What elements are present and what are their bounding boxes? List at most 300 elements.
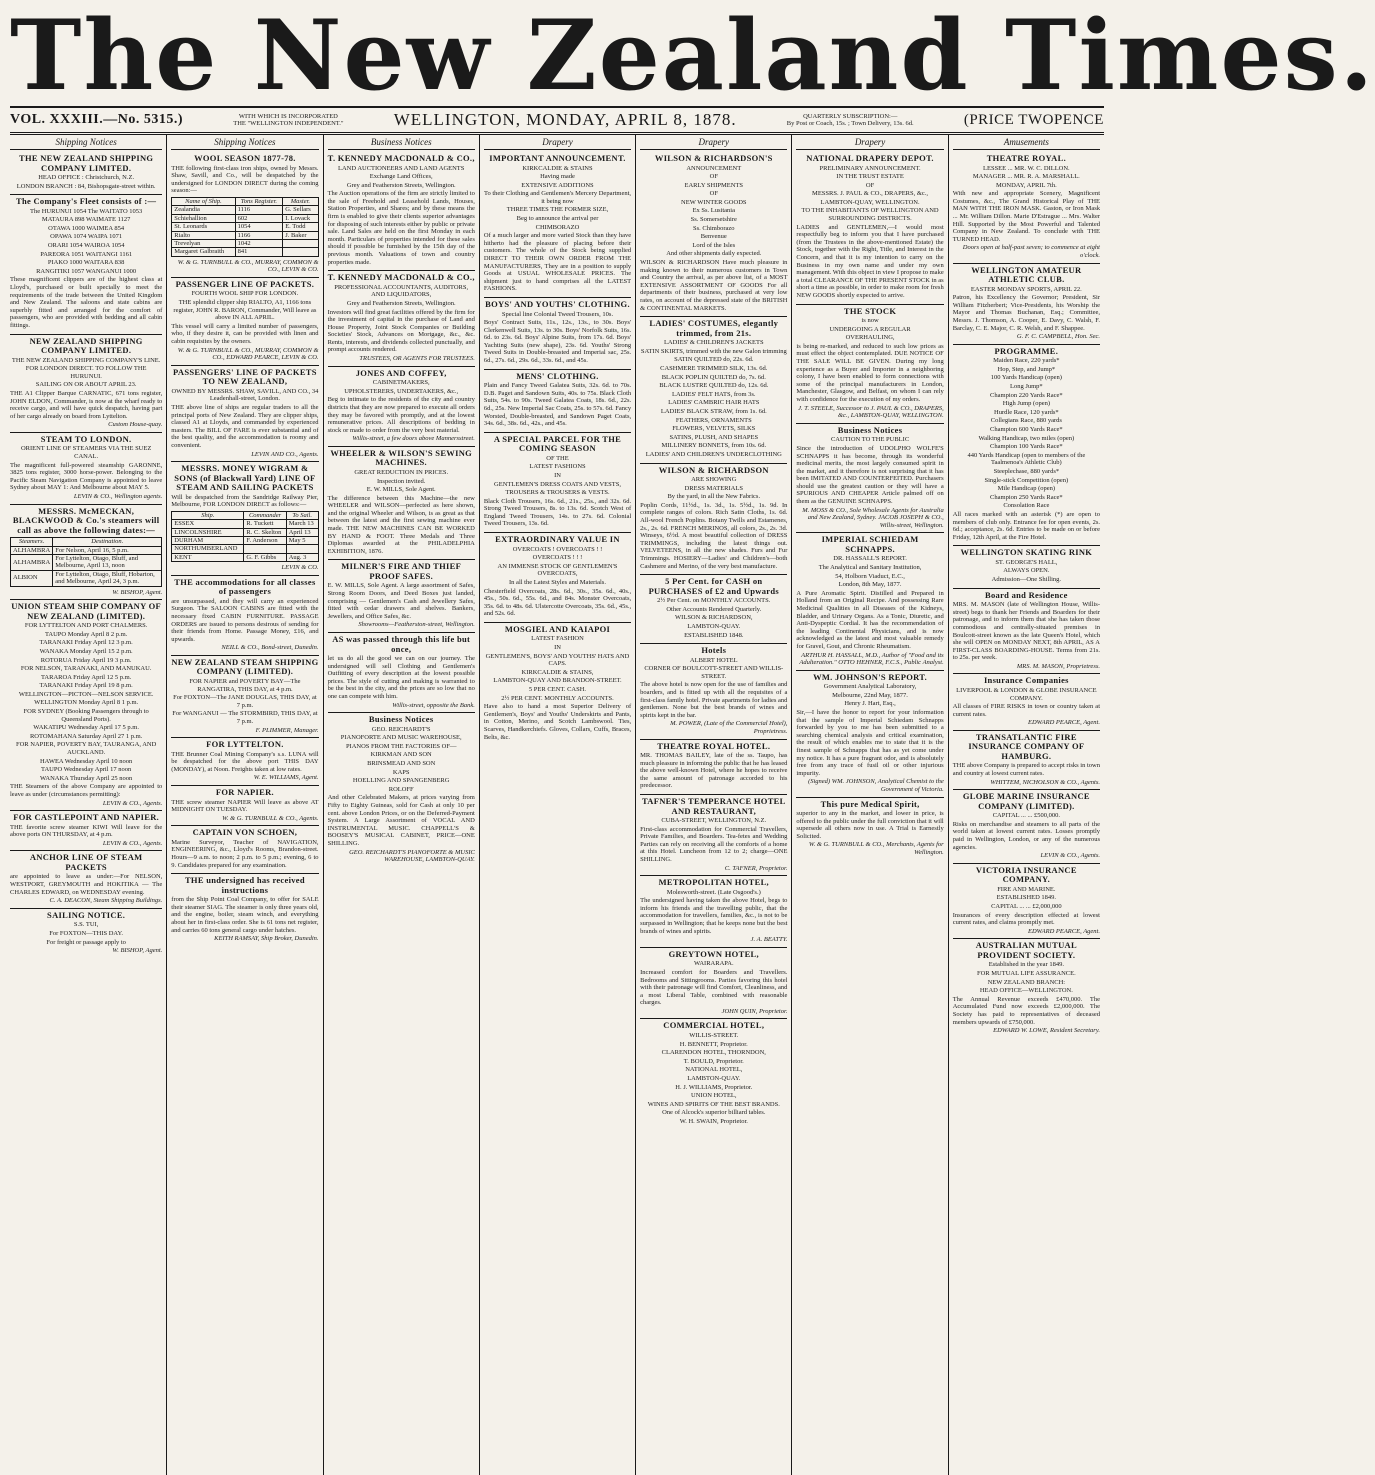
advertisement-body: superior to any in the market, and lower in price, is offered to the public under the full conviction that it will supersede all others now in use. A Trial is Earnestly Solicited. [796, 810, 944, 840]
advertisement [171, 656, 318, 738]
advertisement-line: FOR LYTTELTON AND PORT CHALMERS. [24, 622, 148, 630]
advertisement-body: are unsurpassed, and they will carry an experienced Surgeon. The SALOON CABINS are fitted with the necessary fixed CABIN FURNITURE. PASSAGE ORDERS are issued to persons desirous of sending for their friends from Home. Passage Money, £16, and upwards. [171, 597, 319, 643]
table-cell: KENT [172, 553, 244, 561]
advertisement-line: 5 PER CENT. CASH. [528, 685, 587, 693]
table-cell: G. F. Gibbs [244, 553, 286, 561]
advertisement-signature: Custom House-quay. [108, 421, 163, 429]
advertisement-line: Special line Colonial Tweed Trousers, 10s. [501, 310, 614, 318]
advertisement-title: WELLINGTON SKATING RINK [960, 547, 1093, 558]
advertisement-line: The Analytical and Sanitary Institution, [818, 564, 922, 572]
table-cell: ALHAMBRA [11, 546, 53, 554]
advertisement-signature: Doors open at half-past seven; to commence at eight o'clock. [962, 244, 1100, 260]
advertisement-line: Long Jump* [1010, 383, 1043, 391]
advertisement-line: For WANGANUI — The STORMBIRD, THIS DAY, at 7 p.m. [172, 710, 318, 725]
advertisement-title: MESSRS. MONEY WIGRAM & SONS (of Blackwall Yard) LINE OF STEAM AND SAILING PACKETS [174, 463, 316, 493]
advertisement-body: The undersigned having taken the above Hotel, begs to inform his friends and the travelling public, that the accommodation for travellers, families, &c., is not to be surpassed in Wellington; that he keeps none but the best brands of wines and spirits. [640, 897, 788, 935]
advertisement-signature: J. A. BEATTY. [750, 936, 788, 944]
advertisement [10, 335, 162, 433]
advertisement-line: Ss. Chimborazo [693, 224, 735, 232]
advertisement-line: DR. HASSALL'S REPORT. [833, 555, 907, 563]
advertisement-line: Champion 100 Yards Race* [990, 443, 1063, 451]
advertisement-title: Business Notices [368, 714, 434, 725]
advertisement-title: FOR CASTLEPOINT AND NAPIER. [13, 812, 160, 823]
table-row [172, 528, 318, 536]
advertisement [328, 633, 475, 713]
advertisement-line: Champion 250 Yards Race* [990, 493, 1063, 501]
column-7 [948, 135, 1104, 1475]
advertisement-line: WELLINGTON Monday April 8 1 p.m. [34, 699, 139, 707]
advertisement-title: THE STOCK [843, 305, 897, 316]
column-4 [479, 135, 635, 1475]
advertisement-body: The magnificent full-powered steamship GARONNE, 3825 tons register, 3000 horse-power. Belonging to the Pacific Steam Navigation Company is appointed to leave Sydney about MAY 1: And Melbourne about MAY 5. [10, 461, 163, 492]
advertisement-line: UNDERGOING A REGULAR [829, 325, 911, 333]
advertisement-line: Admission—One Shilling. [991, 576, 1062, 584]
subscription-line-1: QUARTERLY SUBSCRIPTION:— [803, 113, 898, 120]
table-cell: Schiehallion [172, 214, 235, 222]
advertisement-line: THE splendid clipper ship RIALTO, A1, 1166 tons register, JOHN R. BARON, Commander, Will leave as above IN ALL APRIL. [173, 299, 317, 322]
advertisement [171, 786, 318, 826]
advertisement-line: ST. GEORGE'S HALL, [995, 558, 1058, 566]
dateline-rule [10, 132, 1104, 133]
advertisement [953, 790, 1100, 864]
advertisement-line: WAIRARAPA. [693, 960, 734, 968]
table-header: Tons Register. [235, 197, 283, 205]
advertisement [328, 271, 475, 366]
advertisement-line: EARLY SHIPMENTS [684, 181, 744, 189]
advertisement [171, 576, 318, 656]
advertisement-line: FOR NAPIER and POVERTY BAY—The RANGATIRA, THIS DAY, at 4 p.m. [189, 677, 301, 693]
advertisement-line: IN [554, 471, 561, 479]
advertisement-line: WILSON & RICHARDSON, [675, 614, 753, 622]
advertisement [10, 811, 162, 851]
advertisement-line: PROFESSIONAL ACCOUNTANTS, AUDITORS, AND LIQUIDATORS, [334, 283, 469, 299]
advertisement [953, 674, 1100, 730]
advertisement-title: THE NEW ZEALAND SHIPPING COMPANY LIMITED. [18, 153, 154, 173]
advertisement-line: FIRE AND MARINE. [997, 885, 1056, 893]
advertisement-body: Marine Surveyor, Teacher of NAVIGATION, ENGINEERING, &c., Lloyd's Rooms, Brandon-street. Hours—9 a.m. to noon; 2 p.m. to 5 p.m.; evening, 6 to 9. Candidates prepared for any examination. [171, 838, 319, 869]
advertisement-signature: LEVIN & CO. [281, 564, 319, 572]
advertisement-line: CAPITAL ... ... £500,000. [992, 812, 1060, 820]
advertisement-line: LIVERPOOL & LONDON & GLOBE INSURANCE COMPANY. [956, 686, 1097, 702]
advertisement-line: Grey and Featherston Streets, Wellington. [346, 181, 456, 189]
advertisement-body: THE above Company is prepared to accept risks in town and country at lowest current rates. [952, 762, 1100, 778]
advertisement-line: Walking Handicap, two miles (open) [978, 434, 1075, 442]
advertisement-title: SAILING NOTICE. [47, 909, 126, 920]
advertisement [640, 317, 787, 463]
advertisement-line: CHIMBORAZO [535, 223, 580, 231]
column-heading: Business Notices [328, 135, 475, 150]
advertisement-line: MATAURA 898 WAIMATE 1127 [41, 216, 131, 224]
advertisement-line: Hurdle Race, 120 yards* [994, 408, 1059, 416]
advertisement-line: ROLOFF [388, 785, 414, 793]
advertisement-signature: LEVIN AND CO., Agents. [251, 450, 319, 458]
advertisement-title: NATIONAL DRAPERY DEPOT. [806, 153, 934, 163]
advertisement-title: THEATRE ROYAL. [986, 153, 1066, 163]
advertisement [796, 671, 943, 798]
advertisement-signature: EDWARD W. LOWE, Resident Secretary. [993, 1027, 1100, 1035]
advertisement-title: T. KENNEDY MACDONALD & CO., [327, 272, 475, 283]
advertisement-line: 100 Yards Handicap (open) [990, 374, 1062, 382]
advertisement-title: WILSON & RICHARDSON'S [654, 153, 773, 163]
advertisement-body: Have also to hand a most Superior Delivery of Gentlemen's, Boys' and Youths' Underskirts and Pants, in Cotton, Merino, and Scotch Lambswool. Ties, Scarves, Handkerchiefs. Gloves, Collars, Cuffs, Braces, Belts, &c. [483, 703, 632, 741]
advertisement-line: And other shipments daily expected. [666, 250, 762, 258]
advertisement-line: GREAT REDUCTION IN PRICES. [354, 468, 449, 476]
advertisement-line: MANAGER ... MR. R. A. MARSHALL. [972, 173, 1080, 181]
advertisement-line: GENTLEMEN'S DRESS COATS AND VESTS, [494, 480, 621, 488]
advertisement-line: THE NEW ZEALAND SHIPPING COMPANY'S LINE. [11, 356, 161, 364]
advertisement-body: from the Ship Point Coal Company, to offer for SALE their steamer SIAG. The steamer is only three years old, and the engine, boiler, steam winch, and everything about her in first-class order. She is 61 tons net register, and carries 60 tons general cargo under hatches. [171, 896, 319, 934]
advertisement [171, 366, 318, 462]
table-row [11, 546, 162, 554]
advertisement-body: And other Celebrated Makers, at prices varying from Fifty to Eighty Guineas, sold for Cash at only 10 per cent. above London Prices, or on the Deferred-Payment System. A Large Assortment of VOCAL AND INSTRUMENTAL MUSIC. CHAPPELL'S & BOOSEY'S MUSICAL CABINET, PRICE—ONE SHILLING. [327, 794, 475, 847]
advertisement-line: NEW ZEALAND BRANCH: [987, 978, 1066, 986]
advertisement-title: ANCHOR LINE OF STEAM PACKETS [29, 852, 143, 872]
advertisement-title: TRANSATLANTIC FIRE INSURANCE COMPANY OF HAMBURG. [968, 731, 1085, 761]
advertisement-line: W. H. SWAIN, Proprietor. [679, 1117, 748, 1125]
advertisement-title: THE undersigned has received instructions [184, 875, 305, 895]
table-cell: 1116 [235, 206, 283, 214]
advertisement-line: Ss. Somersetshire [690, 216, 737, 224]
advertisement-signature: LEVIN & CO., Agents. [102, 839, 163, 847]
advertisement-title: Business Notices [837, 424, 903, 435]
advertisement [640, 464, 787, 576]
advertisement-signature: W. & G. TURNBULL & CO., Merchants, Agents for Wellington. [808, 841, 944, 857]
advertisement-line: TO THE INHABITANTS OF WELLINGTON AND SURROUNDING DISTRICTS. [801, 207, 939, 223]
advertisement-signature: W. & G. TURNBULL & CO., Agents. [222, 814, 319, 822]
table-cell: NORTHUMBERLAND [172, 545, 244, 553]
table-header: Steamers. [11, 538, 53, 546]
table-row [172, 206, 318, 214]
advertisement-body: let us do all the good we can on our journey. The undersigned will sell Clothing and Gentlemen's Outfitting of every description at the lowest possible prices. The style of cutting and making is warranted to be the best in the city, and the prices are so low that no one can compete with him. [327, 655, 475, 700]
advertisement [484, 152, 631, 298]
advertisement-line: TARANAKI Friday April 19 8 p.m. [39, 682, 133, 690]
table-row [172, 248, 318, 256]
advertisement [10, 600, 162, 811]
advertisement-title: WELLINGTON AMATEUR ATHLETIC CLUB. [971, 264, 1082, 285]
advertisement-line: TROUSERS & TROUSERS & VESTS. [505, 489, 610, 497]
advertisement-signature: TRUSTEES, OR AGENTS FOR TRUSTEES. [359, 355, 475, 363]
advertisement [171, 462, 318, 576]
advertisement [640, 948, 787, 1020]
advertisement [171, 278, 318, 366]
table-cell: Rialto [172, 231, 235, 239]
advertisement-title: T. KENNEDY MACDONALD & CO., [327, 153, 475, 163]
advertisement-title: WM. JOHNSON'S REPORT. [813, 671, 928, 682]
table-cell: For Lyttelton, Otago, Bluff, and Melbourne, April 13, noon [53, 554, 162, 570]
advertisement-body: A Pure Aromatic Spirit. Distilled and Prepared in Holland from an Original Recipe. And possessing Rare Medicinal Qualities in all Diseases of the Kidneys, Bladder, and Urinary Organs. As a Tonic, Diuretic, and Anti-Dyspeptic Cordial. It has the recommendation of the leading Continental Physicians, and is now acknowledged as the latest and most valuable remedy for Gravel, Gout, and Chronic Rheumatism. [796, 589, 944, 650]
advertisement-signature: EDWARD PEARCE, Agent. [1028, 927, 1100, 935]
advertisement-title: PASSENGERS' LINE OF PACKETS TO NEW ZEALAND, [173, 366, 317, 387]
advertisement-title: GREYTOWN HOTEL, [668, 948, 759, 959]
advertisement-signature: M. POWER, (Late of the Commercial Hotel), Proprietress. [670, 720, 788, 735]
advertisement-title: CAPTAIN VON SCHOEN, [192, 827, 298, 838]
advertisement-line: EASTER MONDAY SPORTS, APRIL 22. [970, 285, 1082, 293]
table-cell: April 13 [286, 528, 318, 536]
advertisement [328, 367, 475, 447]
advertisement-title: VICTORIA INSURANCE COMPANY. [975, 864, 1077, 885]
advertisement-signature: ARTHUR H. HASSALL, M.D., Author of "Food and its Adulteration." OTTO HEHNER, F.C.S., Public Analyst. [799, 651, 944, 667]
advertisement-title: METROPOLITAN HOTEL, [658, 877, 769, 888]
advertisement-line: MILLINERY BONNETS, from 10s. 6d. [661, 442, 767, 450]
advertisement-line: BRINSMEAD AND SON [367, 760, 436, 768]
table-cell [283, 239, 318, 247]
advertisement-line: FEATHERS, ORNAMENTS [675, 416, 752, 424]
advertisement-line: H. BENNETT, Proprietor. [679, 1040, 748, 1048]
advertisement [796, 798, 943, 860]
subscription-line-2: By Post or Coach, 15s. ; Town Delivery, 13s. 6d. [786, 120, 914, 127]
column-heading: Shipping Notices [10, 135, 162, 150]
advertisement-line: OTAWA 1000 WAIMEA 854 [48, 224, 125, 232]
columns-grid [10, 134, 1104, 1475]
advertisement-signature: W. E. WILLIAMS, Agent. [253, 774, 319, 782]
advertisement-title: IMPERIAL SCHIEDAM SCHNAPPS. [821, 534, 919, 554]
advertisement-line: Champion 600 Yards Race* [990, 426, 1063, 434]
column-heading: Drapery [640, 135, 787, 150]
advertisement-title: STEAM TO LONDON. [40, 433, 132, 444]
advertisement-line: HEAD OFFICE—WELLINGTON. [979, 987, 1073, 995]
advertisement-line: CAPITAL ... ... £2,000,000 [991, 902, 1062, 910]
advertisement-title: LADIES' COSTUMES, elegantly trimmed, from 21s. [649, 318, 779, 338]
advertisement-line: ALBERT HOTEL [689, 656, 738, 664]
column-heading: Drapery [796, 135, 943, 150]
table-cell: R. Tuckett [244, 520, 286, 528]
table-cell: E. Todd [283, 223, 318, 231]
advertisement-title: PROGRAMME. [994, 345, 1059, 356]
advertisement-title: MILNER'S FIRE AND THIEF PROOF SAFES. [341, 561, 462, 581]
advertisement [640, 795, 787, 876]
advertisement-title: MOSGIEL AND KAIAPOI [504, 623, 611, 634]
advertisement-line: High Jump (open) [1002, 400, 1050, 408]
advertisement-line: In all the Latest Styles and Materials. [509, 578, 606, 586]
advertisement [640, 1019, 787, 1129]
advertisement-body: WILSON & RICHARDSON Have much pleasure in making known to their numerous customers in Town and Country the arrival, as per above list, of a MOST EXTENSIVE ASSORTMENT OF GOODS For all departments of their business, purchased at very low rates, on account of the depressed state of the BRITISH & CONTINENTAL MARKETS. [640, 259, 788, 312]
advertisement-body: Patron, his Excellency the Governor; President, Sir William Fitzherbert; Vice-Presidents, his Worship the Mayor and Thomas Buchanan, Esq.; Committee, Messrs. J. Thomson, A. Cooper, E. Davy, C. Walsh, F. Barclay, C. E. Major, C. R. Welsh, and F. Shappee. [952, 294, 1100, 332]
advertisement-line: OVERHAULING, [845, 334, 895, 342]
advertisement [796, 152, 943, 305]
advertisement-title: MENS' CLOTHING. [516, 370, 599, 381]
advertisement-line: LAMBTON-QUAY. [687, 622, 741, 630]
advertisement-line: OF THE [546, 454, 569, 462]
advertisement-title: NEW ZEALAND STEAM SHIPPING COMPANY (LIMITED). [171, 656, 319, 677]
table-cell [286, 545, 318, 553]
advertisement-title: A SPECIAL PARCEL FOR THE COMING SEASON [493, 433, 622, 454]
advertisement-body: Will be despatched from the Sandridge Railway Pier, Melbourne, FOR LONDON DIRECT as follows:— [171, 493, 319, 509]
advertisement-title: MESSRS. McMECKAN, BLACKWOOD & Co.'s steamers will call as above the following dates:— [12, 505, 160, 535]
advertisement-body: These magnificent clippers are of the highest class at Lloyd's, purchased or built specially to meet the requirements of the trade between the United Kingdom and New Zealand. The saloons and state cabins are superbly fitted and arranged for the comfort of passengers, who are provided with bedding and all cabin fittings. [10, 276, 163, 329]
advertisement-line: WELLINGTON—PICTON—NELSON SERVICE. [18, 690, 154, 698]
advertisement-title: GLOBE MARINE INSURANCE COMPANY (LIMITED). [962, 791, 1090, 811]
advertisement [328, 152, 475, 271]
advertisement-line: Single-stick Competition (open) [984, 476, 1069, 484]
advertisement-line: HAWEA Wednesday April 10 noon [39, 757, 133, 765]
table-row [172, 223, 318, 231]
advertisement-title: FOR NAPIER. [215, 787, 274, 797]
table-cell: March 13 [286, 520, 318, 528]
advertisement-signature: GEO. REICHARDT'S PIANOFORTE & MUSIC WAREHOUSE, LAMBTON-QUAY. [349, 848, 475, 864]
advertisement-line: WANAKA Monday April 15 2 p.m. [39, 647, 133, 655]
advertisement-line: For freight or passage apply to [46, 938, 126, 946]
table-cell: 841 [235, 248, 283, 256]
advertisement-title: NEW ZEALAND SHIPPING COMPANY LIMITED. [29, 335, 143, 356]
advertisement-line: OF [709, 190, 718, 198]
advertisement-body: Beg to intimate to the residents of the city and country districts that they are now prepared to execute all orders they may be favored with promptly, and at the lowest remunerative prices. All descriptions of bedding in stock or made to order from the very best material. [327, 396, 475, 434]
advertisement-line: LADIES' FELT HATS, from 3s. [672, 390, 756, 398]
advertisement-line: Inspection invited. [377, 477, 426, 485]
advertisement-line: ESTABLISHED 1848. [684, 631, 744, 639]
advertisement-line: TARANAKI Friday April 12 3 p.m. [39, 639, 133, 647]
city-date: WELLINGTON, MONDAY, APRIL 8, 1878. [393, 110, 737, 129]
advertisement-line: ROTORUA Friday April 19 3 p.m. [40, 656, 132, 664]
advertisement-line: SAILING ON OR ABOUT APRIL 23. [35, 381, 137, 389]
advertisement-line: Other Accounts Rendered Quarterly. [666, 605, 762, 613]
advertisement-line: PIAKO 1000 WAITARA 838 [47, 259, 125, 267]
advertisement-title: THEATRE ROYAL HOTEL. [657, 740, 771, 751]
advertisement-body: E. W. MILLS, Sole Agent. A large assortment of Safes, Strong Room Doors, and Deed Boxes just landed, comprising — Gentlemen's Cash and Jewellery Safes, fitted with cedar drawers and shelves. Bankers, Jewellers, and Office Safes, &c. [327, 582, 475, 620]
advertisement-line: LAMBTON-QUAY, WELLINGTON. [820, 198, 920, 206]
advertisement-line: Molesworth-street. (Late Osgood's.) [666, 888, 761, 896]
advertisement-line: Established in the year 1849. [988, 961, 1064, 969]
table-cell: 602 [235, 214, 283, 222]
advertisement-line: Champion 220 Yards Race* [990, 391, 1063, 399]
table-row [172, 239, 318, 247]
advertisement-line: T. BOULD, Proprietor. [683, 1057, 744, 1065]
advertisement-line: KIRKCALDIE & STAINS [522, 164, 593, 172]
advertisement-line: LADIES' AND CHILDREN'S UNDERCLOTHING [645, 450, 782, 458]
advertisement-line: UPHOLSTERERS, UNDERTAKERS, &c., [344, 387, 459, 395]
advertisement-signature: NEILL & CO., Bond-street, Dunedin. [221, 644, 319, 652]
advertisement-line: FOR SYDNEY (Booking Passengers through to Queensland Ports). [23, 708, 149, 723]
advertisement-line: LATEST FASHIONS [529, 463, 586, 471]
advertisement-line: SATIN QUILTED do, 22s. 6d. [674, 356, 754, 364]
advertisement-line: ESTABLISHED 1849. [996, 894, 1057, 902]
advertisement-table [171, 511, 318, 562]
advertisement [10, 433, 162, 505]
table-cell: For Lyttelton, Otago, Bluff, Hobarton, and Melbourne, April 24, 3 p.m. [53, 570, 162, 586]
advertisement-line: FLOWERS, VELVETS, SILKS [672, 425, 756, 433]
advertisement-title: BOYS' AND YOUTHS' CLOTHING. [485, 299, 630, 309]
advertisement [953, 264, 1100, 345]
advertisement-line: PAREORA 1051 WAITANGI 1161 [40, 250, 133, 258]
advertisement-signature: Willis-street, opposite the Bank. [392, 701, 475, 709]
volume-number: VOL. XXXIII.—No. 5315.) [10, 112, 184, 127]
advertisement-body: MR. THOMAS BAILEY, late of the ss. Taupo, has much pleasure in informing the public that he has leased the above well-known Hotel, where he hopes to receive the same amount of patronage accorded to his predecessor. [640, 752, 788, 790]
advertisement-line: GENTLEMEN'S, BOYS' AND YOUTHS' HATS AND CAPS. [485, 652, 630, 668]
advertisement-signature: Showrooms—Featherston-street, Wellington. [358, 621, 475, 629]
advertisement [953, 731, 1100, 790]
advertisement-body: Increased comfort for Boarders and Travellers. Bedrooms and Sittingrooms. Parties favoring this hotel with their patronage will find Comfort, Cleanliness, and a most Liberal Table, combined with reasonable charges. [640, 968, 788, 1007]
advertisement-table [10, 537, 162, 586]
advertisement [953, 152, 1100, 264]
advertisement-line: 440 Yards Handicap (open to members of the Taalmenoa's Athletic Club) [967, 451, 1086, 467]
advertisement-title: FOR LYTTELTON. [206, 739, 284, 750]
advertisement-line: CABINETMAKERS, [372, 379, 430, 387]
advertisement-line: MONDAY, APRIL 7th. [995, 181, 1057, 189]
advertisement [171, 874, 318, 946]
advertisement-line: Hop, Step, and Jump* [997, 365, 1056, 373]
advertisement-body: Boys' Contract Suits, 11s., 12s., 13s., to 30s. Boys' Clerkenwell Suits, 13s. to 30s. Boys' Norfolk Suits, 16s. 6d. to 23s. 6d. Boys' Alpine Suits, from 17s. 6d. Boys' Yachting Suits (new shape), 23s. 6d. Youths' Strong Tweed Suits in Double-breasted and Imperial sac, 25s. 6d., 27s. 6d., 29s. 6d., 33s. 6d., and 45s. [483, 319, 632, 365]
advertisement-body: Since the introduction of UDOLPHO WOLFE'S SCHNAPPS it has become, through its wonderful medicinal merits, the most largely consumed spirit in the market, and it therefore is not surprising that it has been IMITATED AND COUNTERFEITED. Purchasers should use the greatest caution or they will have a SPURIOUS AND CHEAPER Article palmed off on them as the GENUINE SCHNAPPS. [796, 444, 944, 506]
advertisement [640, 644, 787, 739]
advertisement-body: THE above line of ships are regular traders to all the principal ports of New Zealand. They are clipper ships, classed A1 at Lloyds, and commanded by experienced masters. The BILL OF FARE is ever substantial and of the best quality, and the accommodation is roomy and convenient. [171, 403, 319, 449]
advertisement-line: London, 8th May, 1877. [838, 581, 902, 589]
advertisement-line: LAMBTON-QUAY. [687, 1074, 741, 1082]
advertisement-body: Sir,—I have the honor to report for your information that the sample of Imperial Schiedam Schnapps forwarded by you to me has been submitted to a searching chemical analysis and critical examination, the result of which enables me to state that it is the finest sample of Schnapps that has as yet come under my notice. It has a pure fragrant odor, and is absolutely free from any trace of fusil oil or other injurious impurity. [796, 709, 944, 777]
advertisement-line: ANNOUNCEMENT [686, 164, 742, 172]
advertisement-title: TAFNER'S TEMPERANCE HOTEL AND RESTAURANT, [641, 796, 786, 816]
column-5 [635, 135, 791, 1475]
advertisement-line: Steeplechase, 880 yards* [993, 468, 1060, 475]
advertisement-body: Poplin Cords, 11½d., 1s. 3d., 1s. 5½d., 1s. 9d. In complete ranges of colors. Rich Satin Cloths, 1s. 6d. All-wool French Poplins. Botany Twills and Estamenes, 2s., 2s. 6d. FRENCH MERINOS, all colors, 2s., 2s. 3d. Winseys, 6½d. A most beautiful collection of DRESS TRIMMINGS, including the latest things out. VELVETEENS, in all the new shades. Furs and Fur Trimmings. HOSIERY—Ladies' and Children's—both Cashmere and Merino, of the very best manufacture. [640, 501, 788, 570]
advertisement-signature: M. MOSS & CO., Sole Wholesale Agents for Australia and New Zealand, Sydney. JACOB JOSEPH & CO., Willis-street, Wellington. [802, 506, 944, 529]
advertisement-line: LADIES' CAMBRIC HAIR HATS [668, 399, 760, 407]
advertisement-title: AUSTRALIAN MUTUAL PROVIDENT SOCIETY. [975, 940, 1077, 960]
incorporated-line-2: THE "WELLINGTON INDEPENDENT." [233, 120, 344, 127]
advertisement-line: For FOXTON—THIS DAY. [49, 929, 124, 937]
advertisement-line: E. W. MILLS, Sole Agent. [366, 486, 436, 494]
advertisement-body: THE following first-class iron ships, owned by Messrs. Shaw, Savill, and Co., will be despatched by the undersigned for LONDON DIRECT during the coming season:— [171, 164, 319, 195]
table-row [172, 545, 318, 553]
table-row [11, 570, 162, 586]
advertisement-line: SATINS, PLUSH, AND SHAPES [669, 433, 759, 441]
advertisement-body: The Auction operations of the firm are strictly limited to the sale of Freehold and Leasehold Lands, Houses, Station Properties, and Shares; and by these means the firm is enabled to give their clients superior advantages for disposing of such interests either by public or private sale. Land Sales are held on the first Monday in each month. Particulars of properties intended for these sales should if possible be furnished by the 15th day of the previous month. Valuations of town and country properties made. [327, 190, 475, 266]
advertisement-line: is now [861, 317, 879, 325]
advertisement-line: Henry J. Hart, Esq., [844, 700, 896, 708]
advertisement-body: THE A1 Clipper Barque CARNATIC, 671 tons register, JOHN ELDON, Commander, is now at the wharf ready to receive cargo, and will have quick despatch, having part of her cargo already on board from Lyttelton. [10, 389, 163, 420]
advertisement-title: PASSENGER LINE OF PACKETS. [175, 278, 315, 289]
advertisement-body: Risks on merchandise and steamers to all parts of the world taken at lowest current rates. Losses promptly paid in Wellington, London, or any of the numerous agencies. [952, 820, 1100, 851]
advertisement-signature: Willis-street, a few doors above Mannersstreet. [352, 435, 475, 443]
table-cell: Zealandia [172, 206, 235, 214]
advertisement-line: NEW WINTER GOODS [681, 198, 747, 206]
incorporated-line-1: WITH WHICH IS INCORPORATED [238, 113, 338, 120]
advertisement-line: THREE TIMES THE FORMER SIZE, [506, 206, 609, 214]
masthead-title: The New Zealand Times. [10, 0, 1375, 112]
advertisement-line: Exchange Land Offices, [369, 173, 433, 181]
column-1 [10, 135, 166, 1475]
table-header: Destination. [53, 538, 162, 546]
table-cell: ESSEX [172, 520, 244, 528]
price: (PRICE TWOPENCE [963, 111, 1104, 128]
table-header: Ship. [172, 511, 244, 519]
advertisement-body: MRS. M. MASON (late of Wellington House, Willis-street) begs to thank her Friends and Boarders for their patronage, and to inform them that she has taken those commodious and centrally-situated premises in Boulcott-street known as the late Queen's Hotel, which she will OPEN on MONDAY NEXT, 8th APRIL, AS A FIRST-CLASS BOARDING-HOUSE. Terms from 21s. to 25s. per week. [952, 601, 1100, 662]
advertisement [640, 152, 787, 317]
advertisement-body: LADIES and GENTLEMEN,—I would most respectfully beg to inform you that I have purchased (from the Trustees in the above-mentioned Estate) the Stock, together with the Right, Title, and Interest in the Concern, and that it is my intention to carry on the Business in my own name and under my own management. With this object in view I propose to make a total CLEARANCE OF THE PRESENT STOCK in as short a time as possible, in order to make room for fresh NEW GOODS shortly expected to arrive. [796, 223, 944, 299]
table-cell: F. Anderson [244, 537, 286, 545]
advertisement-line: CAUTION TO THE PUBLIC [830, 436, 910, 444]
advertisement-line: KAPS [392, 768, 410, 776]
advertisement-signature: J. T. STEELE, Successor to J. PAUL & CO., DRAPERS, &c., LAMBTON-QUAY, WELLINGTON. [798, 404, 944, 420]
advertisement [171, 152, 318, 278]
advertisement [171, 738, 318, 786]
table-cell [283, 248, 318, 256]
incorporated-note [233, 113, 343, 127]
advertisement-line: OF [709, 173, 718, 181]
advertisement-signature: W. BISHOP, Agent. [112, 588, 163, 596]
advertisement-line: OF [865, 181, 875, 189]
advertisement-line: To their Clothing and Gentlemen's Mercery Department, it being now [483, 190, 632, 205]
advertisement-line: KIRKMAN AND SON [370, 751, 432, 759]
table-header: To Sail. [286, 511, 318, 519]
advertisement-line: Ex Ss. Lusitania [692, 207, 735, 215]
advertisement-line: H. J. WILLIAMS, Proprietor. [675, 1083, 753, 1091]
advertisement-body: Insurances of every description effected at lowest current rates, and claims promptly met. [952, 911, 1100, 927]
table-cell: 1166 [235, 231, 283, 239]
advertisement-line: ROTOMAHANA Saturday April 27 1 p.m. [29, 732, 143, 740]
advertisement-line: LADIES' BLACK STRAW, from 1s. 6d. [660, 407, 767, 415]
advertisement [484, 370, 631, 433]
advertisement-line: HOELLING AND SPANGENBERG [352, 777, 450, 785]
advertisement-line: 2½ Per Cent. on MONTHLY ACCOUNTS. [657, 597, 771, 605]
